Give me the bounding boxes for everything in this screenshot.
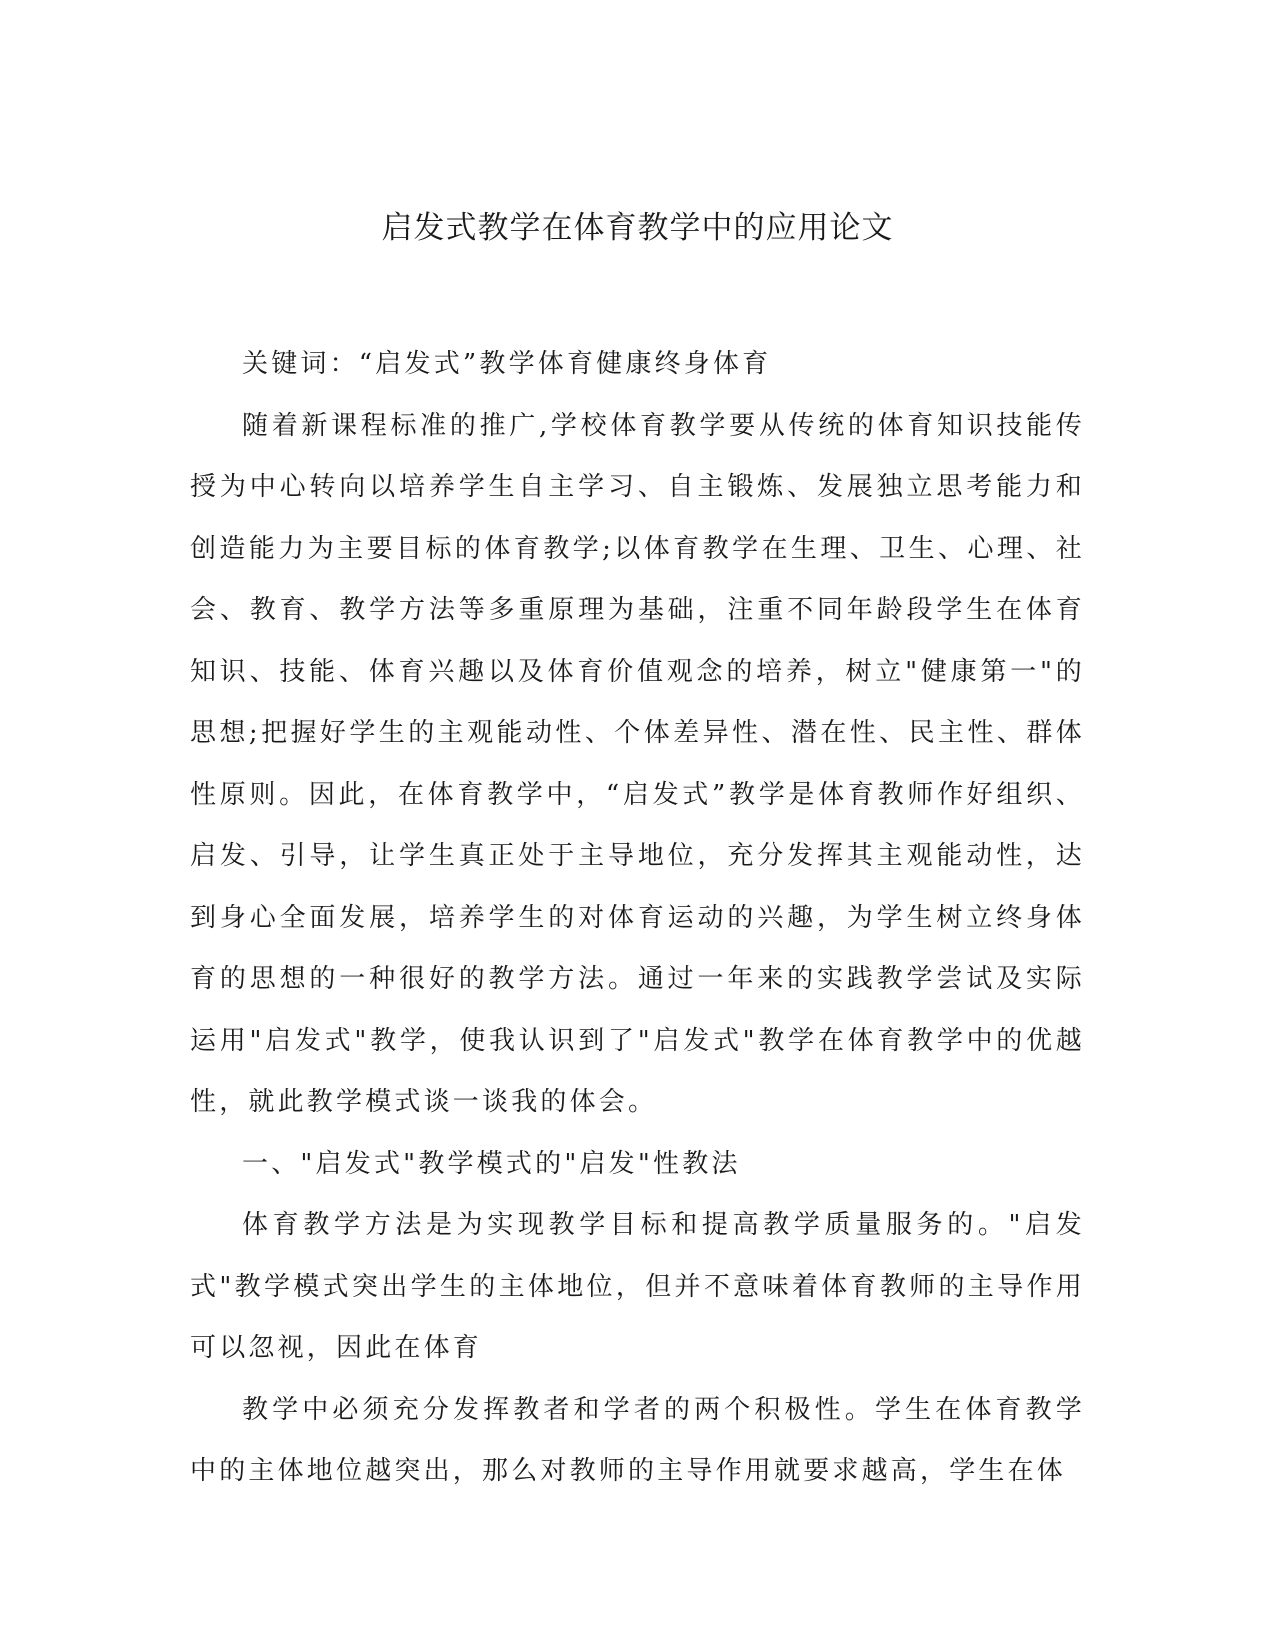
keywords-paragraph: 关键词：“启发式”教学体育健康终身体育 — [242, 349, 772, 379]
document-body — [190, 334, 1085, 1503]
document-title: 启发式教学在体育教学中的应用论文 — [381, 210, 894, 246]
body-paragraph: 体育教学方法是为实现教学目标和提高教学质量服务的。"启发式"教学模式突出学生的主体地位，但并不意味着体育教师的主导作用可以忽视，因此在体育 — [190, 1210, 1085, 1363]
body-paragraph: 教学中必须充分发挥教者和学者的两个积极性。学生在体育教学中的主体地位越突出，那么对教师的主导作用就要求越高，学生在体 — [190, 1394, 1085, 1486]
section-heading: 一、"启发式"教学模式的"启发"性教法 — [242, 1148, 741, 1179]
intro-paragraph: 随着新课程标准的推广,学校体育教学要从传统的体育知识技能传授为中心转向以培养学生自主学习、自主锻炼、发展独立思考能力和创造能力为主要目标的体育教学;以体育教学在生理、卫生、心理、社会、教育、教学方法等多重原理为基础，注重不同年龄段学生在体育知识、技能、体育兴趣以及体育价值观念的培养，树立"健康第一"的思想;把握好学生的主观能动性、个体差异性、潜在性、民主性、群体性原则。因此，在体育教学中，“启发式”教学是体育教师作好组织、启发、引导，让学生真正处于主导地位，充分发挥其主观能动性，达到身心全面发展，培养学生的对体育运动的兴趣，为学生树立终身体育的思想的一种很好的教学方法。通过一年来的实践教学尝试及实际运用"启发式"教学，使我认识到了"启发式"教学在体育教学中的优越性，就此教学模式谈一谈我的体会。 — [190, 410, 1085, 1117]
